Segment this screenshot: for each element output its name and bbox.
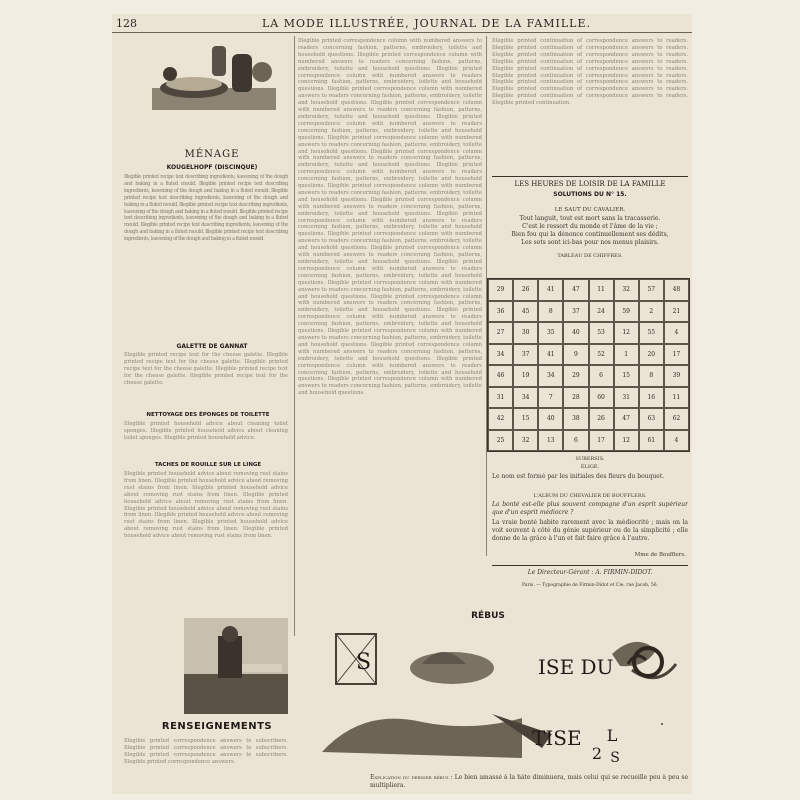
eponges-heading: NETTOYAGE DES ÉPONGES DE TOILETTE [146,412,270,418]
menage-title: MÉNAGE [184,149,240,160]
answer-text: Le nom est formé par les initiales des fleurs du bouquet. [492,473,665,480]
writing-woman-engraving [184,618,288,714]
verse-line-4: Les sots sont ici-bas pour nos menus plaisirs. [521,239,659,246]
verse-line-2: C'est le ressort du monde et l'âme de la vie ; [522,223,658,230]
rebus-explanation [370,774,688,792]
menage-column-text-1: Illegible printed recipe text describing ingredients, leavening of the dough and baking in a fluted mould. Illegible printed recipe text describing ingredients, leavening of the dough and baking in a fluted mould. Illegible printed recipe text describing ingredients, leavening of the dough and baking in a fluted mould. Illegible printed recipe text describing ingredients, leavening of the dough and baking in a fluted mould. Illegible printed recipe text describing ingredients, leavening of the dough and baking in a fluted mould. Illegible printed recipe text describing ingredients, leavening of the dough and baking in a fluted mould. Illegible printed recipe text describing ingredients, leavening of the dough and baking in a fluted mould. [124,174,288,243]
grid-cell: 60 [589,387,614,409]
running-header [112,14,692,33]
grid-cell: 11 [589,279,614,301]
table-caption: TABLEAU DE CHIFFRES. [557,253,623,259]
rebus-row1-text: ISE DU [538,655,614,679]
grid-cell: 24 [589,301,614,323]
grid-cell: 32 [513,430,538,452]
knight-tour-grid [487,278,690,452]
director-rule [492,565,688,566]
grid-cell: 30 [513,322,538,344]
album-question: La bonté est-elle plus souvent compagne d'un esprit supérieur que d'un esprit médiocre ? [492,501,688,516]
grid-cell: 40 [538,408,563,430]
rebus-row2-text: TISE [532,726,582,750]
menage-column-text-2: Illegible printed recipe text for the cheese galette. Illegible printed recipe text for the cheese galette. Illegible printed recipe text for the cheese galette. Illegible printed recipe text for the cheese galette. Illegible printed recipe text for the cheese galette. [124,352,288,386]
grid-cell: 28 [563,387,588,409]
verse-line-3: Bien fou qui la dénonce continuellement ses dédits, [511,231,669,238]
grid-cell: 36 [488,301,513,323]
rouille-heading: TACHES DE ROUILLE SUR LE LINGE [154,462,262,468]
grid-cell: 37 [563,301,588,323]
grid-cell: 57 [639,279,664,301]
grid-cell: 34 [513,387,538,409]
grid-cell: 62 [664,408,689,430]
album-line: L'ALBUM DU CHEVALIER DE BOUFFLERS. [533,493,647,499]
grid-cell: 46 [488,365,513,387]
rebus-row2-digit: 2 [591,744,603,763]
galette-heading: GALETTE DE GANNAT [176,343,248,350]
rebus-row-2 [312,702,692,760]
album-signature: Mme de Boufflers. [634,552,686,558]
horn-icon [624,634,668,682]
grid-cell: 8 [538,301,563,323]
menage-column-text-4: Illegible printed household advice about removing rust stains from linen. Illegible printed household advice about removing rust stains from linen. Illegible printed household advice about removing rust stains from linen. Illegible printed household advice about removing rust stains from linen. Illegible printed household advice about removing rust stains from linen. Illegible printed household advice about removing rust stains from linen. Illegible printed household advice about removing rust stains from linen. Illegible printed household advice about removing rust stains from linen. [124,471,288,540]
grid-cell: 34 [488,344,513,366]
right-column-text: Illegible printed continuation of correspondence answers to readers. Illegible printed continuation of correspondence answers to readers. Illegible printed continuation of correspondence answers to readers. Illegible printed continuation of correspondence answers to readers. Illegible printed continuation of correspondence answers to readers. Illegible printed continuation of correspondence answers to readers. Illegible printed continuation of correspondence answers to readers. Illegible printed continuation of correspondence answers to readers. Illegible printed continuation of correspondence answers to readers. Illegible printed continuation. [492,38,688,107]
loisir-title: LES HEURES DE LOISIR DE LA FAMILLE [514,180,666,188]
renseignements-text: Illegible printed correspondence answers to subscribers. Illegible printed correspondence answers to subscribers. Illegible printed correspondence answers to subscribers. Illegible printed correspondence answers. [124,738,288,765]
grid-cell: 42 [488,408,513,430]
kitchen-engraving [150,38,278,114]
grid-cell: 19 [513,365,538,387]
grid-cell: 34 [538,365,563,387]
grid-cell: 4 [664,322,689,344]
grid-cell: 12 [614,322,639,344]
grid-cell: 35 [538,322,563,344]
grid-note-2: ÉLIGÈ. [580,464,600,470]
grid-note: SUBERSIS. [575,456,605,462]
grid-cell: 15 [614,365,639,387]
rebus-row2-letter-2: S [610,750,620,766]
grid-cell: 11 [664,387,689,409]
grid-cell: 59 [614,301,639,323]
grid-cell: 48 [664,279,689,301]
grid-cell: 16 [639,387,664,409]
rebus-s1: S [356,650,372,675]
menage-column-text-3: Illegible printed household advice about cleaning toilet sponges. Illegible printed household advice about cleaning toilet sponges. Illegible printed household advice. [124,421,288,441]
renseignements-title: RENSEIGNEMENTS [161,721,273,732]
grid-cell: 47 [614,408,639,430]
album-answer: La vraie bonté habite rarement avec la médiocrité ; mais on la voit souvent à côté du génie supérieur ou de la simplicité ; elle donne de la grâce à l'un et fait faire grâce à l'autre. [492,519,688,542]
journal-title: LA MODE ILLUSTRÉE, JOURNAL DE LA FAMILLE. [262,17,592,30]
grid-cell: 13 [538,430,563,452]
grid-cell: 63 [639,408,664,430]
puzzle-title: LE SAUT DU CAVALIER. [554,207,626,213]
grid-cell: 1 [614,344,639,366]
grid-cell: 9 [563,344,588,366]
grid-cell: 38 [563,408,588,430]
grid-cell: 55 [639,322,664,344]
grid-cell: 40 [563,322,588,344]
grid-cell: 52 [589,344,614,366]
rebus-explanation-label: Explication du dernier rébus : [370,774,453,781]
page-number: 128 [116,17,137,30]
grid-cell: 4 [664,430,689,452]
grid-cell: 32 [614,279,639,301]
grid-cell: 6 [563,430,588,452]
grid-cell: 17 [664,344,689,366]
printer-line: Paris. — Typographie de Firmin-Didot et Cie, rue Jacob, 56. [521,583,659,588]
grid-cell: 41 [538,279,563,301]
grid-cell: 20 [639,344,664,366]
grid-cell: 41 [538,344,563,366]
grid-cell: 27 [488,322,513,344]
rebus-title: RÉBUS [471,611,505,621]
grid-cell: 25 [488,430,513,452]
grid-cell: 47 [563,279,588,301]
verse-line-1: Tout languit, tout est mort sans la tracasserie. [519,215,661,222]
grid-cell: 6 [589,365,614,387]
rebus-explanation-text: Le bien amassé à la hâte diminuera, mais celui qui se recueille peu à peu se multipliera. [370,774,688,789]
grid-cell: 21 [664,301,689,323]
grid-cell: 26 [513,279,538,301]
director-line: Le Directeur-Gérant : A. FIRMIN-DIDOT. [527,569,653,576]
grid-cell: 37 [513,344,538,366]
grid-cell: 12 [614,430,639,452]
newspaper-page [112,14,692,794]
grid-cell: 26 [589,408,614,430]
grid-cell: 45 [513,301,538,323]
grid-cell: 39 [664,365,689,387]
grid-cell: 61 [639,430,664,452]
grid-cell: 2 [639,301,664,323]
grid-cell: 31 [488,387,513,409]
grid-cell: 15 [513,408,538,430]
solutions-subtitle: SOLUTIONS DU N° 15. [553,191,627,198]
column-rule-left [294,36,295,636]
grid-cell: 17 [589,430,614,452]
middle-column-text: Illegible printed correspondence column with numbered answers to readers concerning fashion, patterns, embroidery, toilette and household questions. Illegible printed correspondence column with numbered answers to readers concerning fashion, patterns, embroidery, toilette and household questions. Illegible printed correspondence column with numbered answers to readers concerning fashion, patterns, embroidery, toilette and household questions. Illegible printed correspondence column with numbered answers to readers concerning fashion, patterns, embroidery, toilette and household questions. Illegible printed correspondence column with numbered answers to readers concerning fashion, patterns, embroidery, toilette and household questions. Illegible printed correspondence column with numbered answers to readers concerning fashion, patterns, embroidery, toilette and household questions. Illegible printed correspondence column with numbered answers to readers concerning fashion, patterns, embroidery, toilette and household questions. Illegible printed correspondence column with numbered answers to readers concerning fashion, patterns, embroidery, toilette and household questions. Illegible printed correspondence column with numbered answers to readers concerning fashion, patterns, embroidery, toilette and household questions. Illegible printed correspondence column with numbered answers to readers concerning fashion, patterns, embroidery, toilette and household questions. Illegible printed correspondence column with numbered answers to readers concerning fashion, patterns, embroidery, toilette and household questions. Illegible printed correspondence column with numbered answers to readers concerning fashion, patterns, embroidery, toilette and household questions. Illegible printed correspondence column with numbered answers to readers concerning fashion, patterns, embroidery, toilette and household questions. Illegible printed correspondence column with numbered answers to readers concerning fashion, patterns, embroidery, toilette and household questions. Illegible printed correspondence column with numbered answers to readers concerning fashion, patterns, embroidery, toilette and household questions. Illegible printed correspondence column with numbered answers to readers concerning fashion, patterns, embroidery, toilette and household questions. Illegible printed correspondence column with numbered answers to readers concerning fashion, patterns, embroidery, toilette and household questions. Illegible printed correspondence column with numbered answers to readers concerning fashion, patterns, embroidery, toilette and household questions. Illegible printed correspondence column with numbered answers to readers concerning fashion, patterns, embroidery, toilette and household questions. Illegible printed correspondence column with numbered answers to readers concerning fashion, patterns, embroidery, toilette and household questions. Illegible printed correspondence column with numbered answers to readers concerning fashion, patterns, embroidery, toilette and household questions. Illegible printed correspondence column with numbered answers to readers concerning fashion, patterns, embroidery, toilette and household questions. [298,38,482,397]
loisir-rule [492,176,688,177]
grid-cell: 53 [589,322,614,344]
kougelhopf-heading: KOUGELHOPF (DISCINQUE) [166,164,258,171]
rebus-row2-letter: L [606,726,618,745]
grid-cell: 7 [538,387,563,409]
grid-cell: 29 [563,365,588,387]
grid-cell: 8 [639,365,664,387]
grid-cell: 29 [488,279,513,301]
grid-cell: 31 [614,387,639,409]
